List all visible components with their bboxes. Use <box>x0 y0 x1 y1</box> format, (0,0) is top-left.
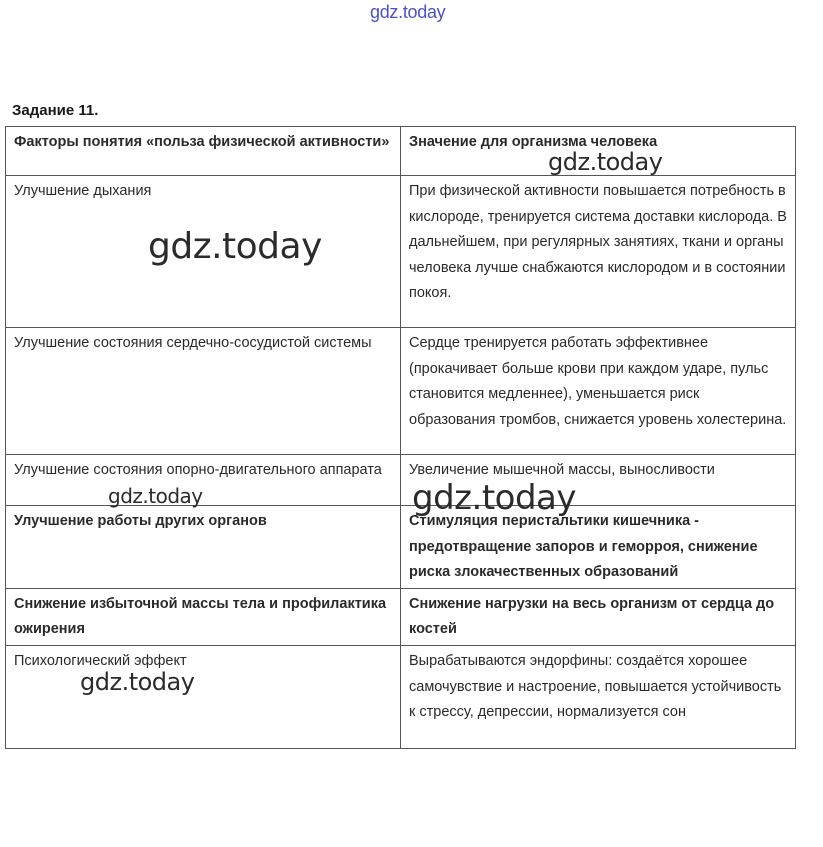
table-row <box>6 328 796 455</box>
watermark: gdz.today <box>80 668 195 696</box>
header-meaning: Значение для организма человека <box>401 127 796 176</box>
table-row <box>6 506 796 589</box>
factors-table <box>5 126 796 749</box>
table-row <box>6 645 796 748</box>
row-meaning: Стимуляция перистальтики кишечника - предотвращение запоров и геморроя, снижение риска злокачественных образований <box>401 506 796 589</box>
watermark: gdz.today <box>412 478 576 518</box>
row-meaning: Сердце тренируется работать эффективнее (прокачивает больше крови при каждом ударе, пульс становится медленнее), уменьшается риск образования тромбов, снижается уровень холестерина. <box>401 328 796 455</box>
row-meaning: При физической активности повышается потребность в кислороде, тренируется система доставки кислорода. В дальнейшем, при регулярных занятиях, ткани и органы человека лучше снабжаются кислородом и в состоянии покоя. <box>401 176 796 328</box>
row-factor: Улучшение дыхания <box>6 176 401 328</box>
table-row <box>6 455 796 506</box>
table-row <box>6 176 796 328</box>
row-factor: Улучшение состояния опорно-двигательного аппарата <box>6 455 401 506</box>
row-factor: Снижение избыточной массы тела и профилактика ожирения <box>6 588 401 645</box>
row-meaning: Увеличение мышечной массы, выносливости <box>401 455 796 506</box>
row-factor: Улучшение состояния сердечно-сосудистой системы <box>6 328 401 455</box>
watermark: gdz.today <box>148 226 322 267</box>
row-factor: Психологический эффект <box>6 645 401 748</box>
row-meaning: Вырабатываются эндорфины: создаётся хорошее самочувствие и настроение, повышается устойчивость к стрессу, депрессии, нормализуется сон <box>401 645 796 748</box>
table-row <box>6 588 796 645</box>
site-logo[interactable]: gdz.today <box>370 2 446 22</box>
task-heading: Задание 11. <box>12 102 99 119</box>
header-factors: Факторы понятия «польза физической активности» <box>6 127 401 176</box>
table-header-row <box>6 127 796 176</box>
row-factor: Улучшение работы других органов <box>6 506 401 589</box>
watermark: gdz.today <box>548 148 663 176</box>
row-meaning: Снижение нагрузки на весь организм от сердца до костей <box>401 588 796 645</box>
watermark: gdz.today <box>108 484 203 508</box>
